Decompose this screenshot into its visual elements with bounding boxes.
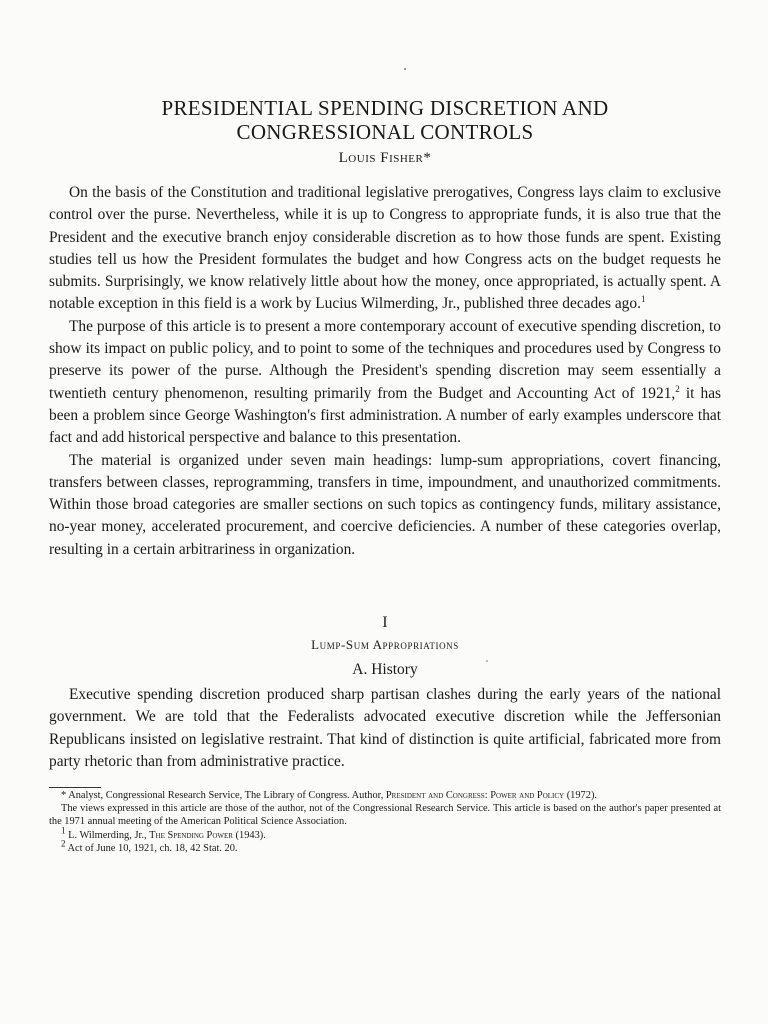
scan-speck bbox=[404, 68, 406, 70]
footnotes bbox=[49, 789, 721, 855]
intro-section bbox=[49, 182, 721, 561]
title-line-1: PRESIDENTIAL SPENDING DISCRETION AND bbox=[161, 96, 609, 120]
footnote-1: $^1$ L. Wilmerding, Jr., The Spending Power (1943). bbox=[61, 825, 266, 841]
history-section bbox=[49, 684, 721, 773]
paragraph: The purpose of this article is to present a more contemporary account of executive spending discretion, to show its impact on public policy, and to point to some of the techniques and procedures used by Congress to preserve its power of the purse. Although the President's spending discretion may seem essentially a twentieth century phenomenon, resulting primarily from the Budget and Accounting Act of 1921,$^2$ it has been a problem since George Washington's first administration. A number of early examples underscore that fact and add historical perspective and balance to this presentation. bbox=[49, 317, 722, 447]
footnote-star-note: The views expressed in this article are those of the author, not of the Congressional Research Service. This article is based on the author's paper presented at the 1971 annual meeting of the American Political Science Association. bbox=[49, 803, 721, 828]
author-name: Louis Fisher* bbox=[338, 150, 432, 166]
title-line-2: CONGRESSIONAL CONTROLS bbox=[236, 120, 534, 144]
footnote-2: $^2$ Act of June 10, 1921, ch. 18, 42 Stat. 20. bbox=[61, 838, 238, 854]
subsection-title: A. History bbox=[352, 661, 418, 678]
paragraph: The material is organized under seven main headings: lump-sum appropriations, covert financing, transfers between classes, reprogramming, transfers in time, impoundment, and unauthorized commitments. Within those broad categories are smaller sections on such topics as contingency funds, military assistance, no-year money, accelerated procurement, and coercive deficiencies. A number of these categories overlap, resulting in a certain arbitrariness in organization. bbox=[49, 451, 721, 558]
footnote-divider bbox=[49, 787, 101, 788]
paragraph: On the basis of the Constitution and traditional legislative prerogatives, Congress lays claim to exclusive control over the purse. Nevertheless, while it is up to Congress to appropriate funds, it is also true that the President and the executive branch enjoy considerable discretion as to how those funds are spent. Existing studies tell us how the President formulates the budget and how Congress acts on the budget requests he submits. Surprisingly, we know relatively little about how the money, once appropriated, is actually spent. A notable exception in this field is a work by Lucius Wilmerding, Jr., published three decades ago.$^1$ bbox=[49, 184, 721, 313]
footnote-ref: 1 bbox=[640, 294, 646, 305]
article-title bbox=[49, 96, 721, 144]
section-title: Lump-Sum Appropriations bbox=[311, 637, 459, 652]
footnote-ref: 2 bbox=[675, 383, 680, 394]
paragraph: Executive spending discretion produced sharp partisan clashes during the early years of the national government. We are told that the Federalists advocated executive discretion while the Jeffersonian Republicans insisted on legislative restraint. That kind of distinction is quite artificial, fabricated more from party rhetoric than from administrative practice. bbox=[49, 686, 721, 770]
section-number: I bbox=[382, 614, 388, 631]
footnote-star: * Analyst, Congressional Research Service, The Library of Congress. Author, President and Congress: Power and Policy (1972). bbox=[61, 790, 598, 801]
